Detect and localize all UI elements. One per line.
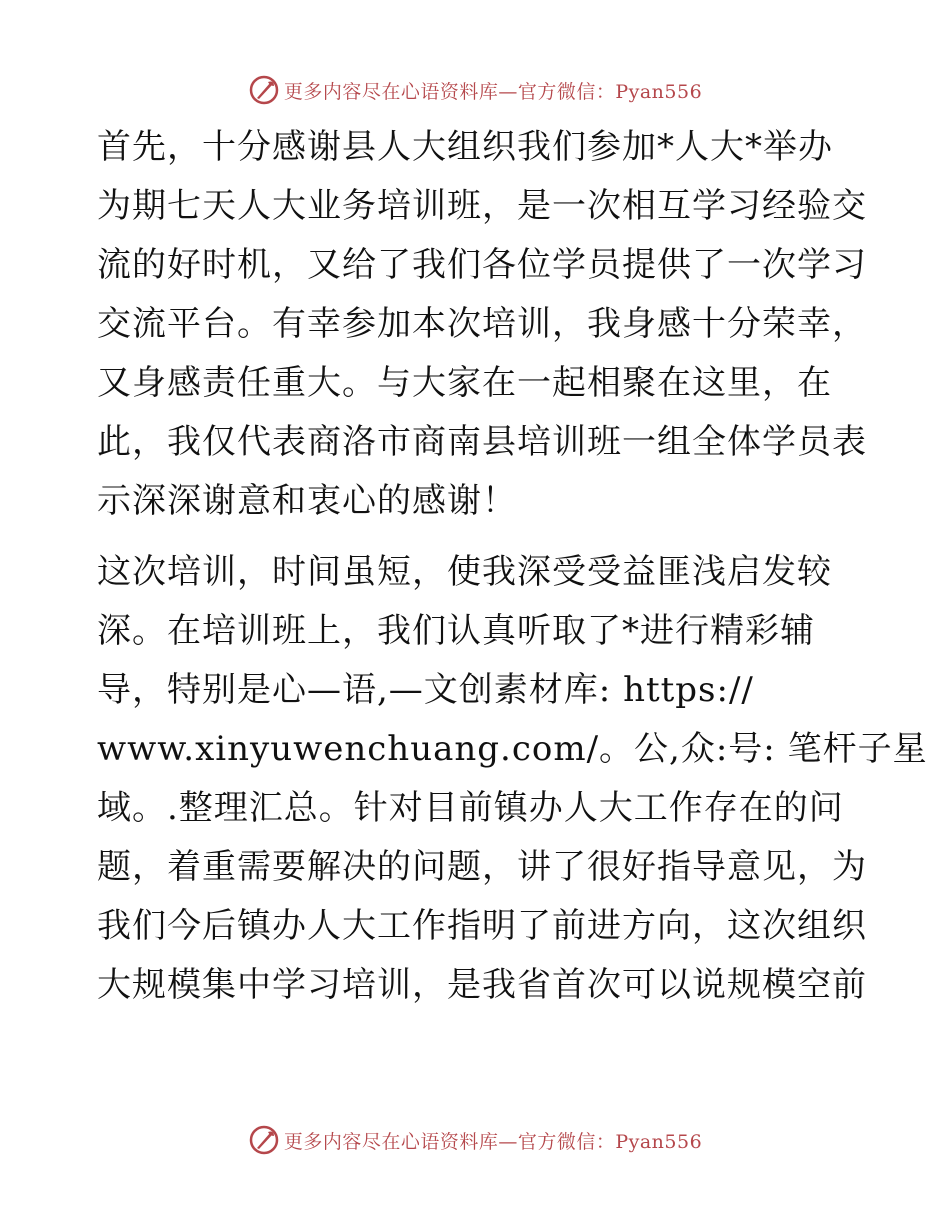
text-line: 这次培训，时间虽短，使我深受受益匪浅启发较	[97, 552, 832, 592]
text-line: 大规模集中学习培训，是我省首次可以说规模空前	[97, 965, 867, 1005]
text-line: 交流平台。有幸参加本次培训，我身感十分荣幸，	[97, 304, 867, 344]
text-line: 又身感责任重大。与大家在一起相聚在这里，在	[97, 363, 832, 403]
text-line: 域。.整理汇总。针对目前镇办人大工作存在的问	[97, 788, 844, 828]
text-line: 此，我仅代表商洛市商南县培训班一组全体学员表	[97, 422, 867, 462]
text-line: www.xinyuwenchuang.com/。公,众:号: 笔杆子星	[97, 729, 928, 769]
paragraph-1	[97, 118, 867, 531]
paragraph-2	[97, 543, 928, 1015]
footer-banner-text: 更多内容尽在心语资料库—官方微信：Pyan556	[283, 1130, 703, 1153]
footer-banner	[0, 1120, 950, 1160]
text-line: 深。在培训班上，我们认真听取了*进行精彩辅	[97, 611, 815, 651]
text-line: 为期七天人大业务培训班，是一次相互学习经验交	[97, 186, 867, 226]
text-line: 题，着重需要解决的问题，讲了很好指导意见，为	[97, 847, 867, 887]
text-line: 流的好时机，又给了我们各位学员提供了一次学习	[97, 245, 867, 285]
document-body	[97, 118, 928, 1015]
quill-logo-icon	[248, 1124, 280, 1156]
text-line: 示深深谢意和衷心的感谢！	[97, 481, 517, 521]
quill-logo-icon	[248, 74, 280, 106]
text-line: 首先，十分感谢县人大组织我们参加*人大*举办	[97, 127, 833, 167]
paragraph-gap	[97, 531, 857, 543]
text-line: 导，特别是心—语,—文创素材库: https://	[97, 670, 754, 710]
header-banner-text: 更多内容尽在心语资料库—官方微信：Pyan556	[283, 80, 703, 103]
text-line: 我们今后镇办人大工作指明了前进方向，这次组织	[97, 906, 867, 946]
header-banner	[0, 70, 950, 110]
